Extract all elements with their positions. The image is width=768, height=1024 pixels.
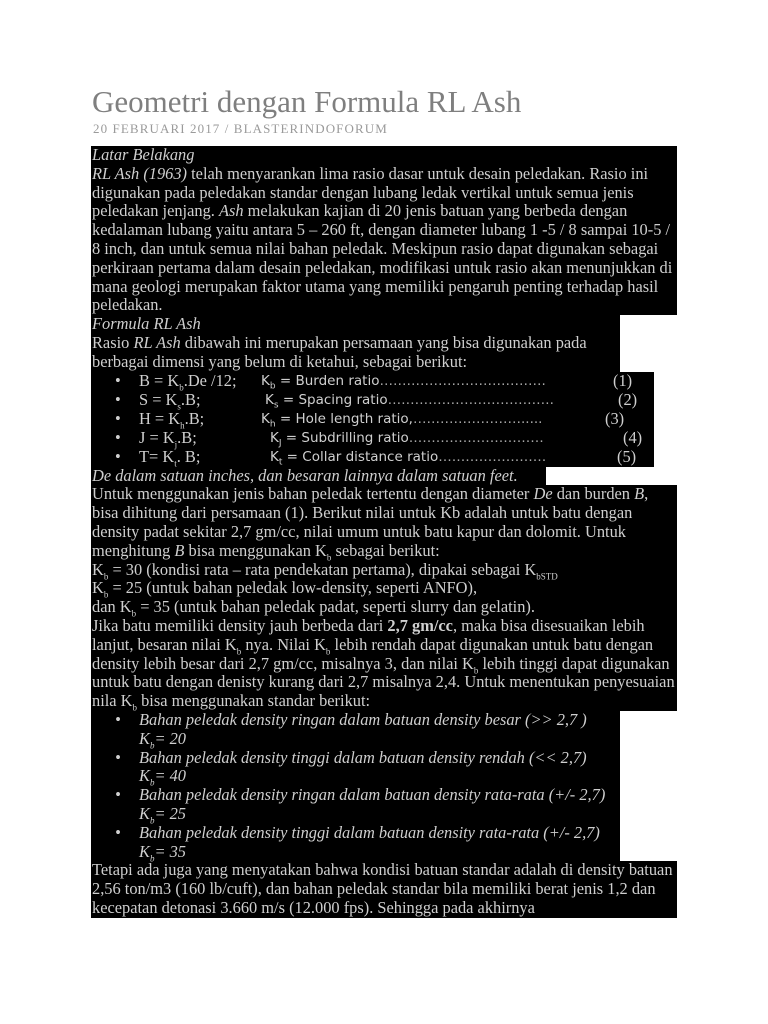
formula-equation: • $H = K_h.B$;	[139, 408, 205, 430]
intro-paragraph	[91, 165, 677, 315]
formula-intro	[91, 334, 620, 372]
formula-item	[91, 429, 654, 448]
formula-definition: $K_b$ = Burden ratio……………………………….	[261, 372, 546, 392]
formula-item	[91, 448, 654, 467]
formula-number: (2)	[618, 389, 638, 409]
formula-equation: • $S = K_s.B$;	[139, 389, 201, 411]
standard-item: • Bahan peledak density ringan dalam batuan density besar (>> 2,7 ) $K_b= 20$	[91, 711, 620, 749]
formula-item	[91, 391, 654, 410]
standard-item: • Bahan peledak density tinggi dalam batuan density rendah (<< 2,7) $K_b= 40$	[91, 749, 620, 787]
formula-number: (5)	[617, 446, 637, 466]
body-paragraph-1: Untuk menggunakan jenis bahan peledak tertentu dengan diameter De dan burden B, bisa dihitung dari persamaan (1). Berikut nilai untuk Kb adalah untuk batu dengan density padat sekitar 2,7 gm/cc, nilai umum untuk batu kapur dan dolomit. Untuk menghitung B bisa menggunakan $K_b$ sebagai berikut:	[92, 484, 649, 563]
body-section	[91, 485, 677, 711]
formula-definition: $K_s$ = Spacing ratio……………………………….	[265, 391, 554, 411]
standards-list	[91, 711, 620, 861]
formula-equation: • $B = K_b.De$ /12;	[139, 370, 237, 392]
article-title: Geometri dengan Formula RL Ash	[92, 84, 522, 119]
formula-intro-citation: RL Ash	[133, 332, 181, 352]
formula-item	[91, 410, 654, 429]
intro-text-a: telah menyarankan lima rasio dasar untuk desain peledakan. Rasio ini digunakan pada peledakan standar dengan lubang ledak vertikal untuk semua jenis peledakan jenjang.	[92, 163, 649, 221]
closing-section	[91, 861, 677, 917]
kb-line-1: $K_b = 30$ (kondisi rata – rata pendekatan pertama), dipakai sebagai $K_{bSTD}$	[92, 559, 558, 581]
standard-item: • Bahan peledak density ringan dalam batuan density rata-rata (+/- 2,7) $K_b= 25$	[91, 786, 620, 824]
formula-list	[91, 372, 654, 467]
formula-equation: • $T= K_t$. B;	[139, 446, 201, 468]
article-body	[91, 146, 677, 918]
units-note: De dalam satuan inches, dan besaran lainnya dalam satuan feet.	[91, 467, 546, 486]
kb-line-3: dan $K_b = 35$ (untuk bahan peledak padat, seperti slurry dan gelatin).	[92, 597, 535, 619]
formula-definition: $K_h$ = Hole length ratio,…………………….....	[261, 410, 543, 430]
intro-ash: Ash	[218, 201, 244, 221]
formula-intro-a: Rasio	[92, 332, 134, 352]
formula-number: (3)	[605, 408, 625, 428]
body-paragraph-2: Jika batu memiliki density jauh berbeda dari 2,7 gm/cc, maka bisa disesuaikan lebih lanjut, besaran nilai $K_b$ nya. Nilai $K_b$ lebih rendah dapat digunakan untuk batu dengan density lebih besar dari 2,7 gm/cc, misalnya 3, dan nilai $K_b$ lebih tinggi dapat digunakan untuk batu dengan denisty kurang dari 2,7 misalnya 2,4. Untuk menentukan penyesuaian nila $K_b$ bisa menggunakan standar berikut:	[92, 615, 675, 713]
formula-definition: $K_t$ = Collar distance ratio……………………	[270, 448, 547, 468]
kb-line-2: $K_b = 25$ (untuk bahan peledak low-density, seperti ANFO),	[92, 578, 478, 600]
formula-intro-b: dibawah ini merupakan persamaan yang bisa digunakan pada berbagai dimensi yang belum di ketahui, sebagai berikut:	[92, 332, 587, 371]
closing-paragraph: Tetapi ada juga yang menyatakan bahwa kondisi batuan standar adalah di density batuan 2,56 ton/m3 (160 lb/cuft), dan bahan peledak standar bila memiliki berat jenis 1,2 dan kecepatan detonasi 3.660 m/s (12.000 fps). Sehingga pada akhirnya	[92, 860, 673, 917]
article-byline: 20 FEBRUARI 2017 / BLASTERINDOFORUM	[93, 121, 388, 136]
intro-section	[91, 146, 677, 315]
formula-number: (4)	[623, 427, 643, 447]
intro-text-b: melakukan kajian di 20 jenis batuan yang berbeda dengan kedalaman lubang yaitu antara 5 – 260 ft, dengan diameter lubang 1 -5 / 8 sampai 10-5 / 8 inch, dan untuk semua nilai bahan peledak. Meskipun rasio dapat digunakan sebagai perkiraan pertama dalam desain peledakan, modifikasi untuk rasio akan menunjukkan di mana geologi merupakan faktor utama yang memiliki pengaruh penting terhadap hasil peledakan.	[92, 201, 673, 315]
formula-heading: Formula RL Ash	[92, 314, 201, 334]
formula-number: (1)	[613, 370, 633, 390]
formula-section	[91, 315, 620, 371]
formula-item	[91, 372, 654, 391]
formula-equation: • $J = K_j.B$;	[139, 427, 197, 449]
intro-heading: Latar Belakang	[92, 145, 195, 164]
formula-definition: $K_J$ = Subdrilling ratio…………………………	[270, 429, 544, 449]
intro-citation: RL Ash (1963)	[92, 163, 188, 183]
standard-item: • Bahan peledak density tinggi dalam batuan density rata-rata (+/- 2,7) $K_b= 35$	[91, 824, 620, 862]
